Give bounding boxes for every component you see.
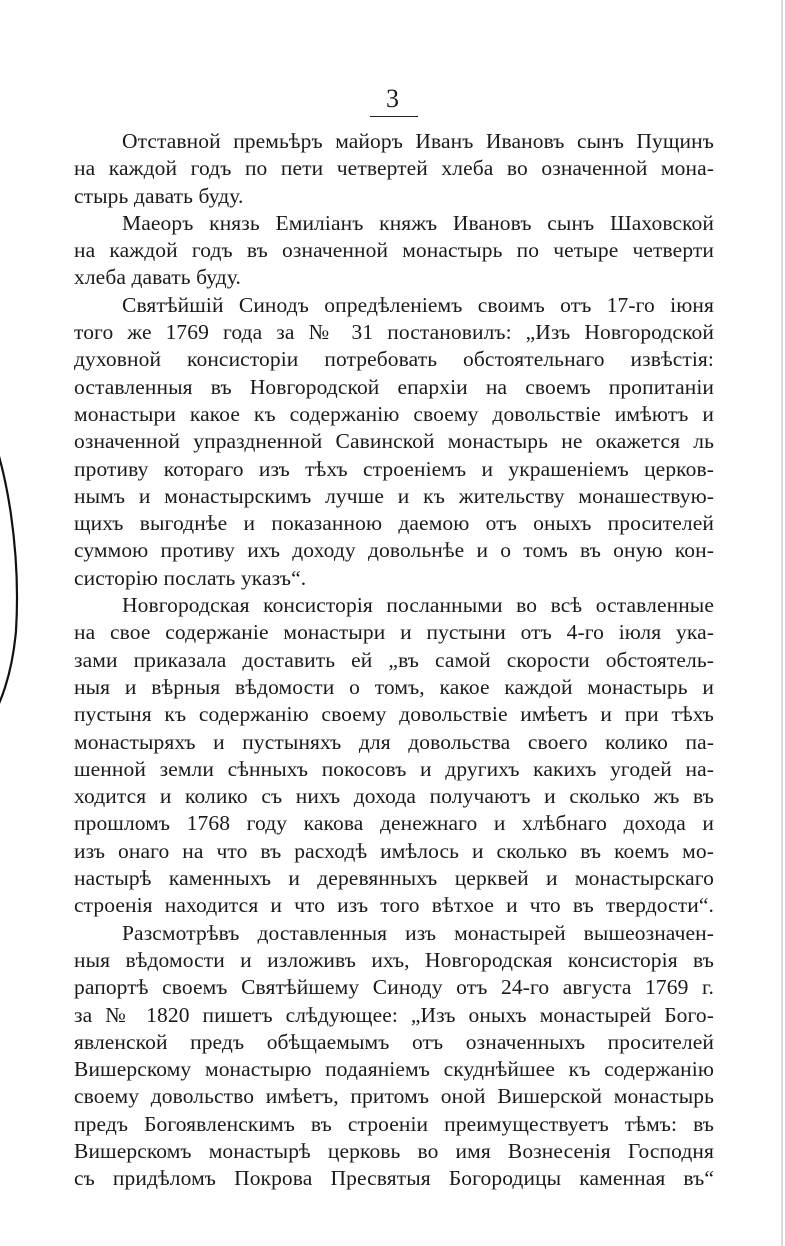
text-line: предъ Богоявленскимъ въ строеніи преимуществуетъ тѣмъ: въ [74,1111,714,1136]
page-number-rule [370,116,418,117]
page-edge [781,0,783,1246]
text-line: прошломъ 1768 году какова денежнаго и хлѣбнаго дохода и [74,811,714,836]
text-line: нымъ и монастырскимъ лучше и къ жительству монашествую- [74,483,714,508]
text-line: щихъ выгоднѣе и показанною даемою отъ оныхъ просителей [74,511,714,536]
text-line: на свое содержаніе монастыри и пустыни отъ 4-го іюля ука- [74,620,714,645]
text-line: оставленныя въ Новгородской епархіи на своемъ пропитаніи [74,374,714,399]
text-line: строенія находится и что изъ того вѣтхое и что въ твердости“. [74,893,714,918]
text-line: рапортѣ своемъ Святѣйшему Синоду отъ 24-го августа 1769 г. [74,975,714,1000]
text-line: явленской предъ обѣщаемымъ отъ означенныхъ просителей [74,1029,714,1054]
text-line: за № 1820 пишетъ слѣдующее: „Изъ оныхъ монастырей Бого- [74,1002,714,1027]
text-line: духовной консисторіи потребовать обстоятельнаго извѣстія: [74,347,714,372]
text-line: систорію послать указъ“. [74,565,307,590]
text-line: монастыри какое къ содержанію своему довольствіе имѣютъ и [74,401,714,426]
text-line: хлеба давать буду. [74,265,242,290]
text-line: того же 1769 года за № 31 постановилъ: „Изъ Новгородской [74,320,714,345]
text-line: шенной земли сѣнныхъ покосовъ и другихъ какихъ угодей на- [74,756,714,781]
margin-bracket-mark [0,395,40,725]
text-line: своему довольство имѣетъ, притомъ оной Вишерской монастырь [74,1084,714,1109]
text-line: стырь давать буду. [74,183,244,208]
text-line: Новгородская консисторія посланными во всѣ оставленные [122,593,714,618]
text-line: настырѣ каменныхъ и деревянныхъ церквей и монастырскаго [74,866,714,891]
text-line: съ придѣломъ Покрова Пресвятыя Богородицы каменная въ“ [74,1166,714,1191]
text-line: ныя и вѣрныя вѣдомости о томъ, какое каждой монастырь и [74,674,714,699]
text-line: Маеоръ князь Емиліанъ княжъ Ивановъ сынъ Шаховской [122,210,714,235]
text-line: Разсмотрѣвъ доставленныя изъ монастырей вышеозначен- [122,920,714,945]
text-line: монастыряхъ и пустыняхъ для довольства своего колико па- [74,729,714,754]
text-line: Отставной премьѣръ майоръ Иванъ Ивановъ сынъ Пущинъ [122,129,714,153]
text-line: Вишерскому монастырю подаяніемъ скуднѣйшее къ содержанію [74,1057,714,1082]
text-line: Вишерскомъ монастырѣ церковь во имя Вознесенія Господня [74,1138,714,1163]
text-line: на каждой годъ по пети четвертей хлеба во означенной мона- [74,156,714,181]
text-line: Святѣйшій Синодъ опредѣленіемъ своимъ отъ 17-го іюня [122,292,714,317]
text-line: изъ онаго на что въ расходѣ имѣлось и сколько въ коемъ мо- [74,838,714,863]
text-line: на каждой годъ въ означенной монастырь по четыре четверти [74,238,714,263]
page-number: 3 [386,84,399,113]
text-line: означенной упраздненной Савинской монастырь не окажется ль [74,429,714,454]
text-line: зами приказала доставить ей „въ самой скорости обстоятель- [74,647,714,672]
text-line: ныя вѣдомости и изложивъ ихъ, Новгородская консисторія въ [74,947,714,972]
text-line: пустыня къ содержанію своему довольствіе имѣетъ и при тѣхъ [74,702,714,727]
text-line: ходится и колико съ нихъ дохода получаютъ и сколько жъ въ [74,784,714,809]
document-body [74,128,714,1193]
text-line: противу котораго изъ тѣхъ строеніемъ и украшеніемъ церков- [74,456,714,481]
text-line: суммою противу ихъ доходу довольнѣе и о томъ въ оную кон- [74,538,714,563]
